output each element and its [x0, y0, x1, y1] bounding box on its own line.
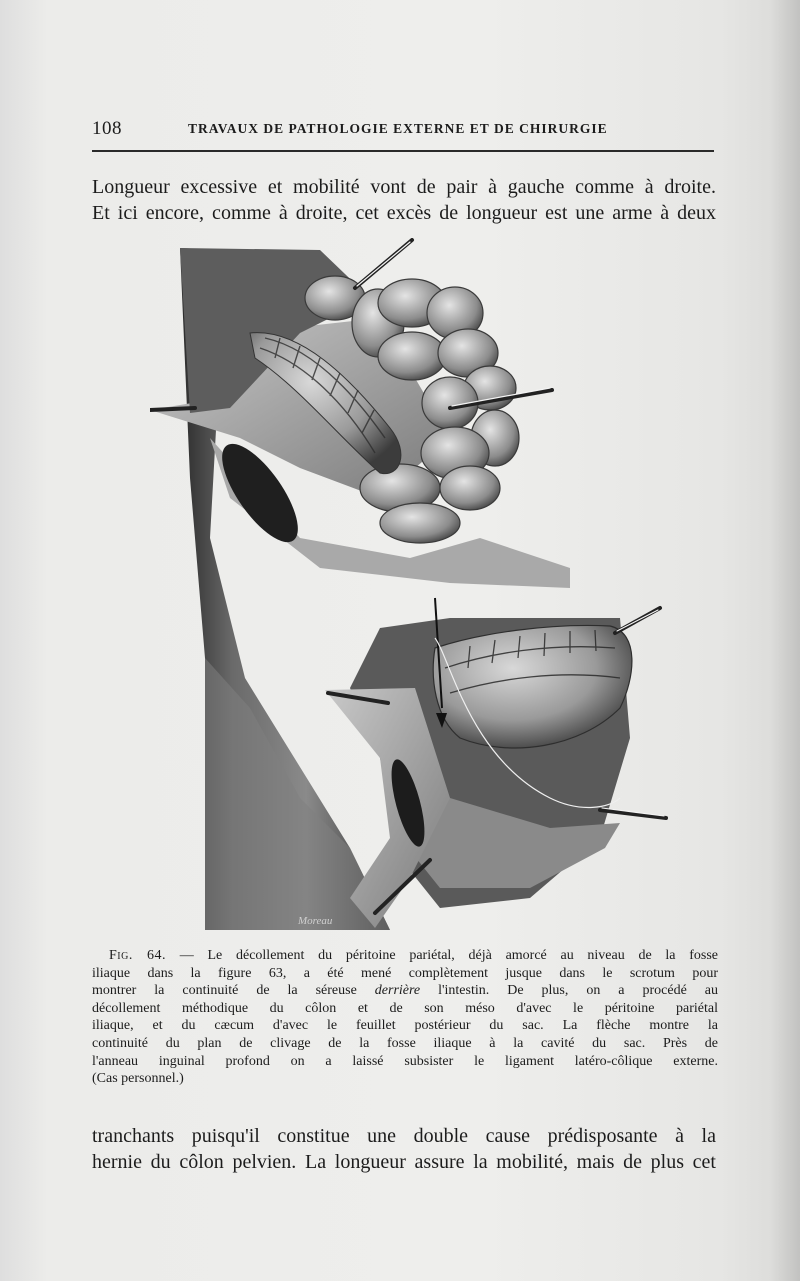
- running-title: TRAVAUX DE PATHOLOGIE EXTERNE ET DE CHIRURGIE: [188, 121, 608, 136]
- caption-line: l'anneau inguinal profond on a laissé subsister le ligament latéro-côlique externe.: [92, 1053, 718, 1069]
- caption-line: Fig. 64. — Le décollement du péritoine pariétal, déjà amorcé au niveau de la fosse: [109, 948, 718, 963]
- figure-caption: [92, 947, 718, 1088]
- caption-line: décollement méthodique du côlon et de son méso d'avec le péritoine pariétal: [92, 1000, 718, 1016]
- body-paragraph-top: [92, 174, 716, 226]
- artist-signature: Moreau: [298, 915, 333, 927]
- text-line: tranchants puisqu'il constitue une double cause prédisposante à la: [92, 1125, 716, 1147]
- caption-line: iliaque, et du cæcum d'avec le feuillet postérieur du sac. La flèche montre la: [92, 1018, 718, 1034]
- caption-line: montrer la continuité de la séreuse derrière l'intestin. De plus, on a procédé au: [92, 983, 718, 999]
- body-paragraph-bottom: [92, 1123, 716, 1175]
- header-rule: [92, 150, 714, 152]
- caption-line: continuité du plan de clivage de la fosse iliaque à la cavité du sac. Près de: [92, 1035, 718, 1051]
- page-edge-shadow: [770, 0, 800, 1281]
- caption-line: iliaque dans la figure 63, a été mené complètement jusque dans le scrotum pour: [92, 965, 718, 981]
- figure-label: Fig. 64.: [109, 948, 167, 963]
- caption-line: (Cas personnel.): [92, 1071, 184, 1087]
- text-line: hernie du côlon pelvien. La longueur assure la mobilité, mais de plus cet: [92, 1151, 716, 1173]
- caption-emphasis: derrière: [374, 983, 421, 999]
- text-line: Et ici encore, comme à droite, cet excès de longueur est une arme à deux: [92, 202, 716, 224]
- page-header: [92, 118, 712, 140]
- text-line: Longueur excessive et mobilité vont de pair à gauche comme à droite.: [92, 176, 716, 198]
- page-number: 108: [92, 118, 122, 139]
- anatomical-illustration: [150, 238, 680, 930]
